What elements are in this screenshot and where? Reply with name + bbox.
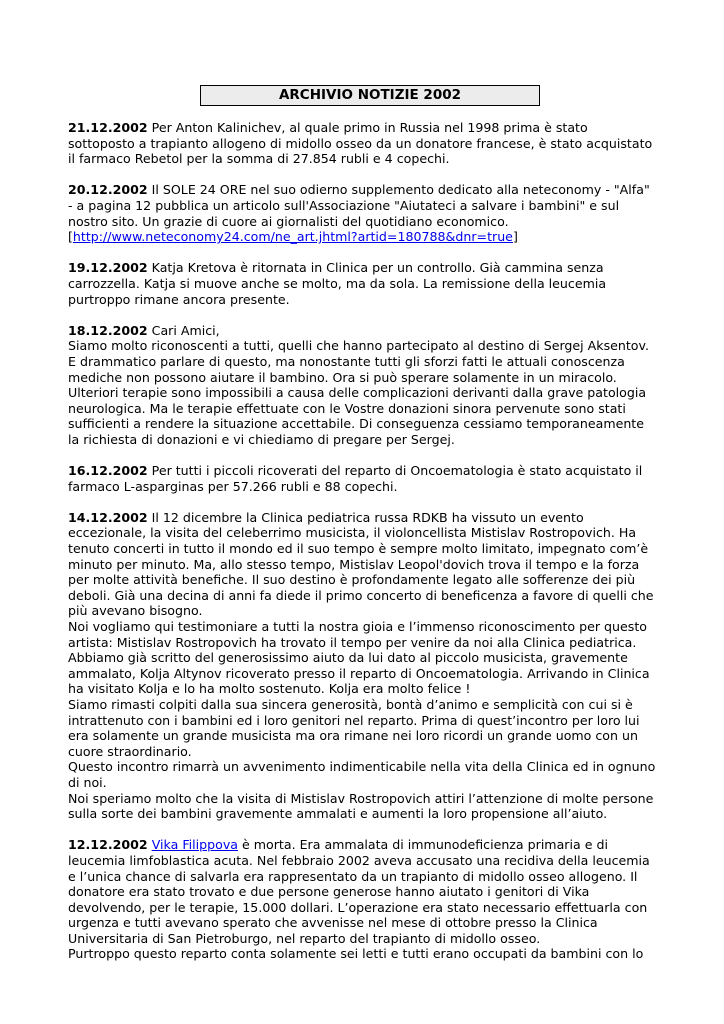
entry-text: Per tutti i piccoli ricoverati del reparto di Oncoematologia è stato acquistato il farmaco L-asparginas per 57.266 rubli e 88 copechi.	[68, 463, 643, 494]
bracket-open: [	[68, 229, 73, 245]
news-archive	[68, 120, 658, 978]
entry-date: 18.12.2002	[68, 322, 148, 338]
entry-link-line	[68, 229, 658, 245]
news-entry-12-12	[68, 837, 658, 962]
entry-text: Per Anton Kalinichev, al quale primo in Russia nel 1998 prima è stato sottoposto a trapianto allogeno di midollo osseo da un donatore francese, è stato acquistato il farmaco Rebetol per la somma di 27.854 rubli e 4 copechi.	[68, 120, 653, 167]
entry-date: 21.12.2002	[68, 120, 148, 135]
entry-text: è morta. Era ammalata di immunodeficienza primaria e di leucemia limfoblastica acuta. Nel febbraio 2002 aveva accusato una recidiva della leucemia e l’unica chance di salvarla era rappresentato da un trapianto di midollo osseo allogeno. Il donatore era stato trovato e due persone generose hanno aiutato i genitori di Vika devolvendo, per le terapie, 15.000 dollari. L’operazione era stato necessario effettuarla con urgenza e tutti avevano sperato che avvenisse nel mese di ottobre presso la Clinica Universitaria di San Pietroburgo, nel reparto del trapianto di midollo osseo.	[68, 837, 650, 946]
news-entry-14-12	[68, 510, 658, 822]
news-entry-19-12	[68, 260, 658, 307]
entry-paragraph-5: Noi speriamo molto che la visita di Mistislav Rostropovich attiri l’attenzione di molte persone sulla sorte dei bambini gravemente ammalati e aumenti la loro propensione all’aiuto.	[68, 790, 654, 822]
entry-date: 19.12.2002	[68, 260, 148, 276]
entry-paragraph	[68, 323, 658, 339]
entry-date: 16.12.2002	[68, 463, 148, 479]
page-title: ARCHIVIO NOTIZIE 2002	[200, 85, 540, 106]
vika-filippova-link[interactable]: Vika Filippova	[151, 837, 239, 853]
neteconomy-article-link[interactable]: http://www.neteconomy24.com/ne_art.jhtml?artid=180788&dnr=true	[72, 229, 513, 245]
entry-date: 20.12.2002	[68, 182, 148, 198]
news-entry-20-12	[68, 182, 658, 244]
news-entry-21-12	[68, 120, 658, 167]
entry-paragraph	[68, 260, 658, 307]
entry-text: Cari Amici,	[147, 322, 220, 338]
entry-paragraph	[68, 510, 658, 619]
news-entry-16-12	[68, 463, 658, 494]
entry-date: 12.12.2002	[68, 837, 148, 853]
entry-paragraph	[68, 463, 658, 494]
entry-text: Katja Kretova è ritornata in Clinica per un controllo. Già cammina senza carrozzella. Katja si muove anche se molto, ma da sola. La remissione della leucemia purtroppo rimane ancora presente.	[68, 260, 607, 307]
entry-paragraph-3: Siamo rimasti colpiti dalla sua sincera generosità, bontà d’animo e semplicità con cui si è intrattenuto con i bambini ed i loro genitori nel reparto. Prima di quest’incontro per loro lui era solamente un grande musicista ma ora rimane nei loro ricordi un grande uomo con un cuore straordinario.	[68, 696, 640, 759]
entry-paragraph-4: Questo incontro rimarrà un avvenimento indimenticabile nella vita della Clinica ed in ognuno di noi.	[68, 759, 656, 790]
entry-paragraph-2: Purtroppo questo reparto conta solamente sei letti e tutti erano occupati da bambini con lo	[68, 946, 644, 962]
entry-paragraph	[68, 182, 658, 229]
entry-paragraph	[68, 837, 658, 946]
entry-paragraph	[68, 120, 658, 167]
entry-date: 14.12.2002	[68, 509, 148, 525]
news-entry-18-12	[68, 323, 658, 448]
entry-paragraph-2: Noi vogliamo qui testimoniare a tutti la nostra gioia e l’immenso riconoscimento per questo artista: Mistislav Rostropovich ha trovato il tempo per venire da noi alla Clinica pediatrica. Abbiamo già scritto del generosissimo aiuto da lui dato al piccolo musicista, gravemente ammalato, Kolja Altynov ricoverato presso il reparto di Oncoematologia. Arrivando in Clinica ha visitato Kolja e lo ha molto sostenuto. Kolja era molto felice !	[68, 619, 650, 697]
entry-text: Il 12 dicembre la Clinica pediatrica russa RDKB ha vissuto un evento eccezionale, la visita del celeberrimo musicista, il violoncellista Mistislav Rostropovich. Ha tenuto concerti in tutto il mondo ed il suo tempo è sempre molto limitato, impegnato com’è minuto per minuto. Ma, allo stesso tempo, Mistislav Leopol'dovich trova il tempo e la forza per molte attività benefiche. Il suo destino è profondamente legato alle sofferenze dei più deboli. Già una decina di anni fa diede il primo concerto di beneficenza a favore di quelli che più avevano bisogno.	[68, 509, 654, 619]
entry-body: Siamo molto riconoscenti a tutti, quelli che hanno partecipato al destino di Sergej Aksentov. E drammatico parlare di questo, ma nonostante tutti gli sforzi fatti le attuali conoscenza mediche non possono aiutare il bambino. Ora si può sperare solamente in un miracolo. Ulteriori terapie sono impossibili a causa delle complicazioni derivanti dalla grave patologia neurologica. Ma le terapie effettuate con le Vostre donazioni sinora pervenute sono stati sufficienti a rendere la situazione accettabile. Di conseguenza cessiamo temporaneamente la richiesta di donazioni e vi chiediamo di pregare per Sergej.	[68, 338, 649, 447]
entry-text: Il SOLE 24 ORE nel suo odierno supplemento dedicato alla neteconomy - "Alfa" - a pagina 12 pubblica un articolo sull'Associazione "Aiutateci a salvare i bambini" e sul nostro sito. Un grazie di cuore ai giornalisti del quotidiano economico.	[68, 182, 650, 229]
bracket-close: ]	[512, 229, 518, 245]
